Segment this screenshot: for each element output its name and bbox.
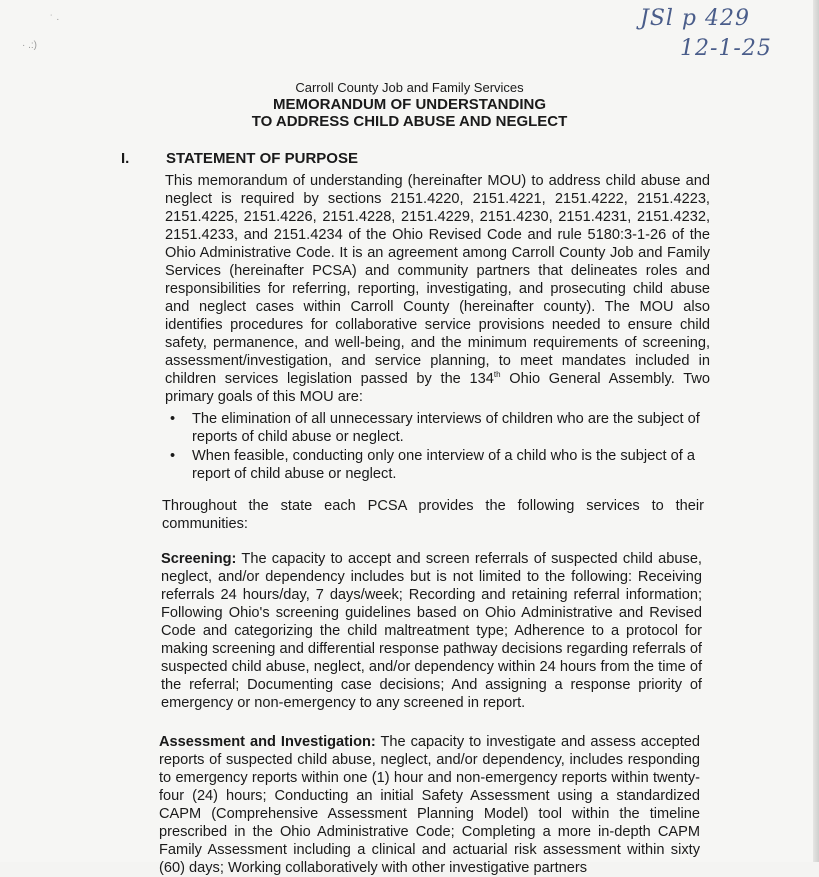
handwritten-note-line1: JSl p 429	[640, 6, 750, 31]
document-title-line1: MEMORANDUM OF UNDERSTANDING	[272, 96, 547, 113]
agency-name: Carroll County Job and Family Services	[295, 80, 524, 95]
section-title: STATEMENT OF PURPOSE	[166, 150, 358, 167]
list-item: • The elimination of all unnecessary interviews of children who are the subject of reports of child abuse or neglect.	[170, 411, 710, 446]
services-intro-paragraph: Throughout the state each PCSA provides the following services to their communities:	[162, 498, 704, 532]
purpose-text-end: Ohio General Assembly. Two primary goals of this MOU are:	[165, 371, 711, 405]
scan-speck: ˙ ·	[50, 14, 60, 25]
section-number: I.	[121, 150, 130, 167]
screening-paragraph	[161, 550, 702, 712]
purpose-text: This memorandum of understanding (hereinafter MOU) to address child abuse and neglect is required by sections 2151.4220, 2151.4221, 2151.4222, 2151.4223, 2151.4225, 2151.4226, 2151.4228, 2151.4229, 2151.4230, 2151.4231, 2151.4232, 2151.4233, and 2151.4234 of the Ohio Revised Code and rule 5180:3-1-26 of the Ohio Administrative Code. It is an agreement among Carroll County Job and Family Services (hereinafter PCSA) and community partners that delineates roles and responsibilities for referring, reporting, investigating, and prosecuting child abuse and neglect cases within Carroll County (hereinafter county). The MOU also identifies procedures for collaborative service provisions needed to ensure child safety, permanence, and well-being, and the minimum requirements of screening, assessment/investigation, and service planning, to meet mandates included in children services legislation passed by the 134	[165, 173, 710, 387]
assessment-paragraph	[159, 733, 700, 877]
goals-list	[170, 411, 710, 485]
screening-heading: Screening:	[161, 551, 237, 567]
scan-speck: · .:)	[22, 40, 37, 51]
list-item: • When feasible, conducting only one interview of a child who is the subject of a report of child abuse or neglect.	[170, 448, 710, 483]
screening-text: The capacity to accept and screen referrals of suspected child abuse, neglect, and/or dependency includes but is not limited to the following: Receiving referrals 24 hours/day, 7 days/week; Recording and retaining referral information; Following Ohio's screening guidelines based on Ohio Administrative and Revised Code and categorizing the child maltreatment type; Adherence to a protocol for making screening and differential response pathway decisions regarding referrals of suspected child abuse, neglect, and/or dependency within 24 hours from the time of the referral; Documenting case decisions; And assigning a response priority of emergency or non-emergency to any screened in report.	[161, 551, 702, 711]
ordinal-suffix: th	[493, 370, 501, 380]
assessment-text: The capacity to investigate and assess accepted reports of suspected child abuse, neglect, and/or dependency, includes responding to emergency reports within one (1) hour and non-emergency reports within twenty-four (24) hours; Conducting an initial Safety Assessment using a standardized CAPM (Comprehensive Assessment Planning Model) tool within the timeline prescribed in the Ohio Administrative Code; Completing a more in-depth CAPM Family Assessment including a clinical and actuarial risk assessment within sixty (60) days; Working collaboratively with other investigative partners	[159, 734, 700, 876]
assessment-heading: Assessment and Investigation:	[159, 734, 376, 750]
handwritten-note-line2: 12-1-25	[680, 36, 772, 61]
document-title-line2: TO ADDRESS CHILD ABUSE AND NEGLECT	[251, 113, 568, 130]
purpose-paragraph	[165, 172, 710, 406]
